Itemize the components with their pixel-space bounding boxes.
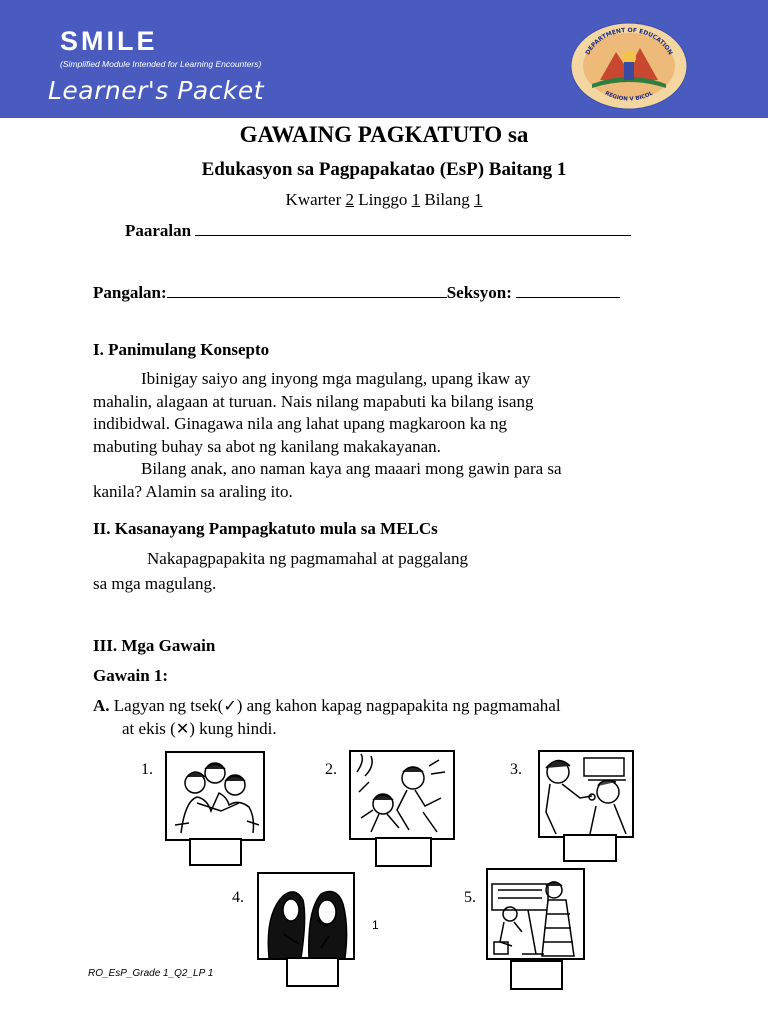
item-number-2: 2. [325, 761, 337, 778]
paaralan-field [125, 221, 631, 241]
section1-line-1: Ibinigay saiyo ang inyong mga magulang, upang ikaw ay [141, 369, 531, 388]
child-feeding-parent-illustration [538, 750, 634, 838]
bilang-value: 1 [473, 190, 483, 209]
packet-title: Learner's Packet [48, 76, 265, 105]
section1-line-5: Bilang anak, ano naman kaya ang maaari mong gawin para sa [141, 459, 562, 478]
answer-box-5[interactable] [510, 960, 563, 990]
pangalan-blank[interactable] [167, 283, 447, 298]
answer-box-3[interactable] [563, 834, 617, 862]
instruction-part4: ) kung hindi. [189, 719, 277, 738]
item-number-3: 3. [510, 761, 522, 778]
pangalan-label: Pangalan: [93, 283, 167, 302]
kwarter-line [0, 190, 768, 210]
page-number: 1 [372, 918, 379, 932]
brand-title: SMILE [60, 26, 158, 56]
section2-heading: II. Kasanayang Pampagkatuto mula sa MELCs [93, 519, 438, 538]
x-mark-icon: ✕ [175, 719, 190, 738]
instruction-line-1 [93, 695, 561, 718]
item-number-1: 1. [141, 761, 153, 778]
crying-woman-illustration [257, 872, 355, 960]
family-hugging-illustration [165, 751, 265, 841]
kwarter-label: Kwarter [285, 190, 342, 209]
check-icon: ✓ [223, 696, 237, 715]
boys-fighting-illustration [349, 750, 455, 840]
document-title: GAWAING PAGKATUTO sa [239, 122, 529, 147]
paaralan-label: Paaralan [125, 221, 192, 240]
seal-bottom-text: REGION V BICOL [603, 90, 655, 103]
document-subtitle: Edukasyon sa Pagpapakatao (EsP) Baitang 1 [201, 159, 567, 180]
instruction-part1: Lagyan ng tsek( [113, 696, 224, 715]
section3-heading: III. Mga Gawain [93, 636, 216, 655]
child-helping-clean-illustration [486, 868, 585, 960]
bilang-label: Bilang [424, 190, 470, 209]
section1-line-6: kanila? Alamin sa araling ito. [93, 482, 293, 501]
header-banner [0, 0, 768, 118]
deped-seal-icon [570, 22, 688, 110]
section2-line-2: sa mga magulang. [93, 574, 217, 593]
instruction-line-2 [122, 718, 277, 741]
seal-top-text: DEPARTMENT OF EDUCATION [584, 26, 674, 57]
answer-box-2[interactable] [375, 837, 432, 867]
gawain-label: Gawain 1: [93, 666, 169, 685]
section1-line-4: mabuting buhay sa abot ng kanilang makakayanan. [93, 437, 441, 456]
brand-subtitle: (Simplified Module Intended for Learning Encounters) [60, 59, 262, 69]
instruction-part2: ) ang kahon kapag nagpapakita ng pagmamahal [236, 696, 561, 715]
instruction-letter: A. [93, 696, 110, 715]
item-number-5: 5. [464, 889, 476, 906]
answer-box-4[interactable] [286, 957, 339, 987]
paaralan-blank[interactable] [195, 221, 631, 236]
section1-line-3: indibidwal. Ginagawa nila ang lahat upang magkaroon ka ng [93, 414, 508, 433]
section1-line-2: mahalin, alagaan at turuan. Nais nilang mapabuti ka bilang isang [93, 392, 534, 411]
item-number-4: 4. [232, 889, 244, 906]
answer-box-1[interactable] [189, 838, 242, 866]
section2-line-1: Nakapagpapakita ng pagmamahal at paggalang [147, 549, 468, 568]
footer-code: RO_EsP_Grade 1_Q2_LP 1 [88, 968, 214, 979]
linggo-label: Linggo [358, 190, 408, 209]
kwarter-value: 2 [345, 190, 354, 209]
seksyon-label: Seksyon: [446, 283, 512, 302]
pangalan-field [93, 283, 620, 303]
instruction-part3: at ekis ( [122, 719, 176, 738]
linggo-value: 1 [411, 190, 421, 209]
section1-heading: I. Panimulang Konsepto [93, 340, 270, 359]
seksyon-blank[interactable] [516, 283, 620, 298]
